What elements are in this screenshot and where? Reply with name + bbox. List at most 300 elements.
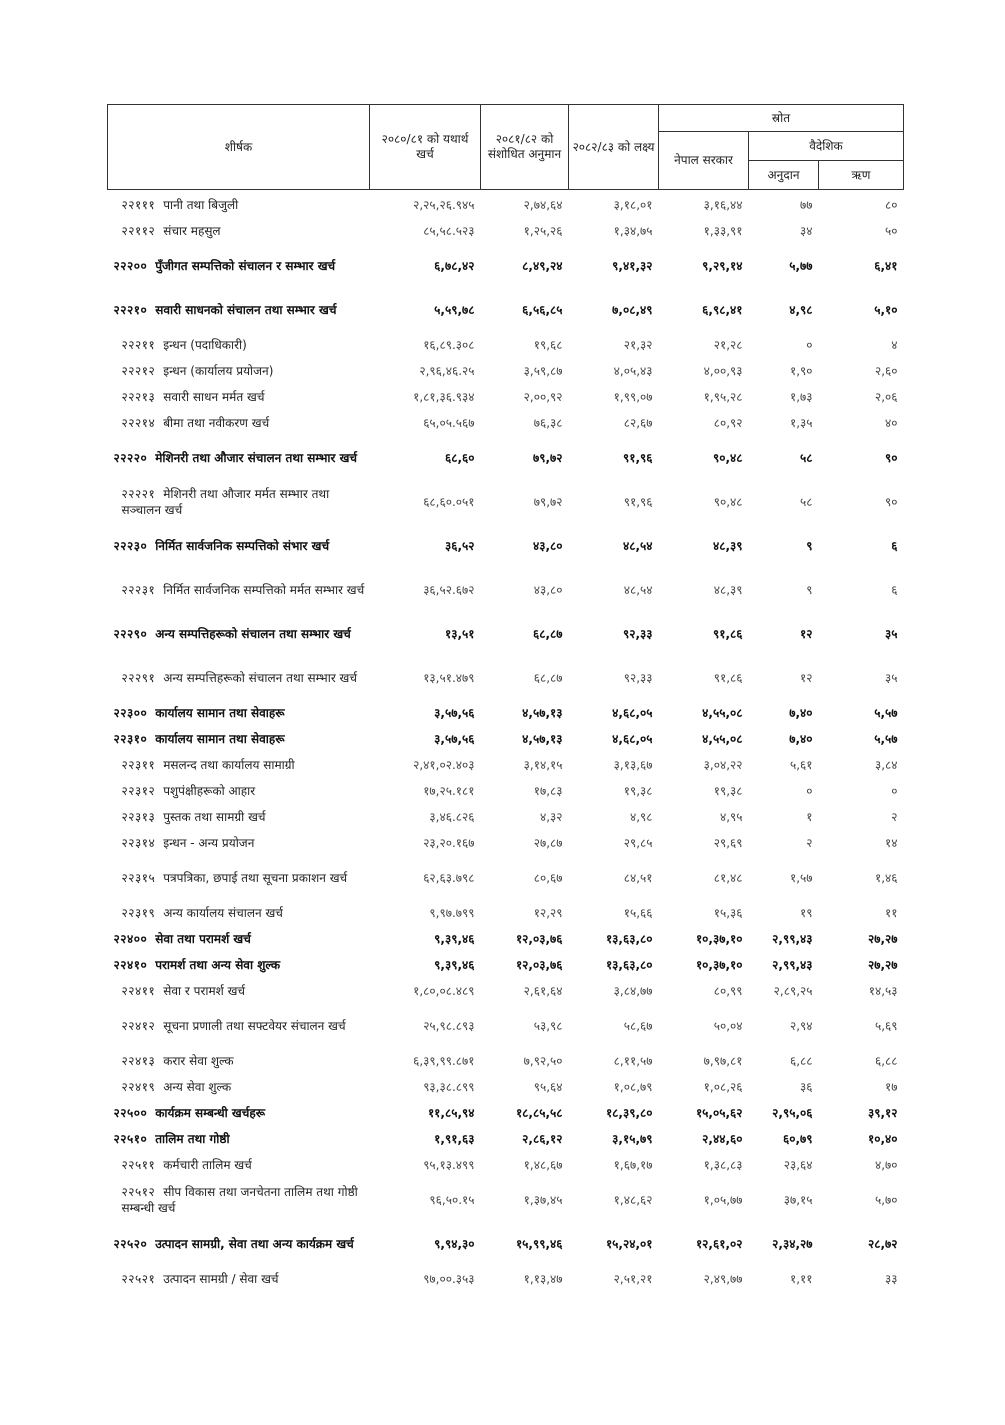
cell-actual: १,८०,०८.४८९ — [413, 984, 475, 998]
row-code: २२३१४ — [121, 836, 156, 850]
row-code: २२३१५ — [121, 871, 156, 885]
cell-govt: ७,९७,८१ — [703, 1054, 743, 1068]
cell-actual: ३,५७,५६ — [434, 732, 475, 746]
row-code: २२५१२ — [121, 1185, 156, 1199]
row-title — [108, 700, 370, 726]
cell-actual: ९३,३८.८९९ — [423, 1080, 475, 1094]
row-title — [108, 480, 370, 524]
row-title — [108, 1178, 370, 1222]
row-title — [108, 190, 370, 219]
cell-grant: ५८ — [800, 451, 813, 465]
cell-grant: ३६ — [800, 1080, 813, 1094]
cell-actual: ६२,६३.७९८ — [423, 871, 475, 885]
cell-revised: १९,६८ — [533, 338, 563, 352]
cell-target: ८४,५१ — [623, 871, 653, 885]
row-title — [108, 752, 370, 778]
table-row — [108, 656, 904, 700]
row-code: २२५२० — [113, 1237, 148, 1251]
row-code: २२४१२ — [121, 1019, 156, 1033]
row-name: उत्पादन सामग्री, सेवा तथा अन्य कार्यक्रम खर्च — [155, 1237, 354, 1251]
cell-target: ७,०८,४९ — [612, 303, 653, 317]
cell-actual: ६,३९,९९.८७१ — [413, 1054, 475, 1068]
table-header — [108, 105, 904, 190]
table-row — [108, 1152, 904, 1178]
cell-loan: ५,१० — [874, 303, 898, 317]
cell-actual: ९७,००.३५३ — [423, 1272, 475, 1286]
cell-actual: ५,५९,७८ — [434, 303, 475, 317]
row-name: परामर्श तथा अन्य सेवा शुल्क — [155, 958, 281, 972]
table-row — [108, 726, 904, 752]
budget-sheet — [107, 104, 903, 1292]
row-code: २२२९१ — [121, 671, 156, 685]
row-name: मेशिनरी तथा औजार मर्मत सम्भार तथा सञ्चालन खर्च — [121, 487, 330, 517]
row-name: इन्धन (पदाधिकारी) — [163, 338, 247, 352]
cell-actual: ३,४६.८२६ — [429, 810, 475, 824]
table-row — [108, 218, 904, 244]
cell-actual: ३,५७,५६ — [434, 706, 475, 720]
cell-grant: २ — [806, 836, 813, 850]
table-row — [108, 332, 904, 358]
cell-target: ३,१३,६७ — [613, 758, 653, 772]
row-name: सेवा तथा परामर्श खर्च — [155, 932, 251, 946]
cell-loan: २७,२७ — [868, 958, 898, 972]
row-code: २२२१२ — [121, 364, 156, 378]
cell-target: १,९९,०७ — [613, 390, 653, 404]
cell-grant: २३,६४ — [783, 1158, 813, 1172]
row-code: २२३११ — [121, 758, 156, 772]
cell-target: ४,९८ — [629, 810, 653, 824]
title-column-header: शीर्षक — [108, 105, 370, 190]
cell-target: ९,४१,३२ — [612, 259, 653, 273]
cell-loan: ३,८४ — [874, 758, 898, 772]
row-name: पुस्तक तथा सामग्री खर्च — [163, 810, 266, 824]
cell-loan: ९० — [885, 451, 898, 465]
cell-revised: ८,४९,२४ — [522, 259, 563, 273]
cell-loan: ५,५७ — [874, 732, 898, 746]
cell-govt: ४,५५,०८ — [702, 732, 743, 746]
actual-column-header: २०८०/८१ को यथार्थ खर्च — [370, 105, 481, 190]
cell-actual: ९,३९,४६ — [434, 958, 475, 972]
cell-revised: ३,५९,८७ — [523, 364, 563, 378]
cell-actual: २३,२०.१६७ — [423, 836, 475, 850]
cell-target: ३,८४,७७ — [613, 984, 653, 998]
row-name: निर्मित सार्वजनिक सम्पत्तिको मर्मत सम्भार खर्च — [163, 583, 365, 597]
cell-actual: २,४१,०२.४०३ — [413, 758, 475, 772]
cell-revised: १७,८३ — [533, 784, 563, 798]
foreign-column-header: वैदेशिक — [749, 132, 904, 161]
cell-revised: २,००,९२ — [523, 390, 563, 404]
cell-grant: १९ — [800, 906, 813, 920]
table-row — [108, 1178, 904, 1222]
row-code: २२५०० — [113, 1106, 148, 1120]
cell-govt: १५,०५,६२ — [695, 1106, 743, 1120]
cell-grant: ६०,७९ — [782, 1132, 813, 1146]
cell-loan: २,०६ — [874, 390, 898, 404]
table-row — [108, 1004, 904, 1048]
cell-loan: ६ — [891, 583, 898, 597]
row-code: २२५११ — [121, 1158, 156, 1172]
row-name: पानी तथा बिजुली — [163, 198, 239, 212]
cell-grant: १,७३ — [789, 390, 813, 404]
cell-govt: २९,६९ — [713, 836, 743, 850]
cell-loan: ६,८८ — [874, 1054, 898, 1068]
cell-target: २९,८५ — [623, 836, 653, 850]
row-title — [108, 830, 370, 856]
cell-revised: ४३,८० — [533, 583, 563, 597]
cell-loan: ३३ — [885, 1272, 898, 1286]
row-name: सवारी साधनको संचालन तथा सम्भार खर्च — [155, 303, 337, 317]
row-code: २२२११ — [121, 338, 156, 352]
cell-target: ३,१५,७९ — [612, 1132, 653, 1146]
row-name: सवारी साधन मर्मत खर्च — [163, 390, 265, 404]
cell-grant: ४,९८ — [789, 303, 813, 317]
row-name: इन्धन (कार्यालय प्रयोजन) — [163, 364, 274, 378]
cell-grant: ५८ — [800, 495, 813, 509]
cell-target: ८,११,५७ — [613, 1054, 653, 1068]
table-row — [108, 804, 904, 830]
table-row — [108, 830, 904, 856]
cell-revised: ३,१४,१५ — [523, 758, 563, 772]
cell-target: ९१,९६ — [622, 451, 653, 465]
cell-govt: ९,२९,१४ — [702, 259, 743, 273]
cell-govt: १,०५,७७ — [703, 1193, 743, 1207]
cell-loan: ५० — [885, 224, 898, 238]
cell-govt: ८१,४८ — [713, 871, 743, 885]
cell-govt: १,३८,८३ — [703, 1158, 743, 1172]
table-row — [108, 700, 904, 726]
row-title — [108, 410, 370, 436]
row-title — [108, 952, 370, 978]
row-title — [108, 1222, 370, 1266]
row-code: २२४०० — [113, 932, 148, 946]
cell-revised: ४,५७,१३ — [522, 732, 563, 746]
table-row — [108, 1048, 904, 1074]
cell-revised: ५३,९८ — [533, 1019, 563, 1033]
cell-govt: १२,६१,०२ — [695, 1237, 743, 1251]
cell-actual: ९,९४,३० — [434, 1237, 475, 1251]
cell-actual: १३,५१ — [444, 627, 475, 641]
table-row — [108, 1266, 904, 1292]
cell-loan: ८० — [885, 198, 898, 212]
cell-target: १९,३८ — [623, 784, 653, 798]
cell-grant: ३७,१५ — [783, 1193, 813, 1207]
table-row — [108, 952, 904, 978]
row-title — [108, 1048, 370, 1074]
cell-actual: २,२५,२६.९४५ — [413, 198, 475, 212]
cell-loan: १०,४० — [868, 1132, 898, 1146]
row-title — [108, 726, 370, 752]
row-code: २२२२० — [113, 451, 148, 465]
cell-revised: ६८,८७ — [532, 627, 563, 641]
cell-target: १,६७,१७ — [613, 1158, 653, 1172]
cell-govt: १,०८,२६ — [703, 1080, 743, 1094]
row-code: २२३१२ — [121, 784, 156, 798]
row-name: मेशिनरी तथा औजार संचालन तथा सम्भार खर्च — [155, 451, 358, 465]
cell-loan: ५,७० — [874, 1193, 898, 1207]
cell-grant: २,३४,२७ — [772, 1237, 813, 1251]
cell-govt: १५,३६ — [713, 906, 743, 920]
cell-govt: ६,९८,४१ — [702, 303, 743, 317]
cell-govt: ३,०४,२२ — [703, 758, 743, 772]
row-code: २२२१४ — [121, 416, 156, 430]
cell-loan: ० — [891, 784, 898, 798]
cell-target: १,४८,६२ — [613, 1193, 653, 1207]
cell-target: १५,६६ — [623, 906, 653, 920]
cell-revised: १,१३,४७ — [523, 1272, 563, 1286]
cell-grant: ३४ — [800, 224, 813, 238]
row-name: सूचना प्रणाली तथा सफ्टवेयर संचालन खर्च — [163, 1019, 346, 1033]
row-title — [108, 1074, 370, 1100]
cell-loan: २८,७२ — [868, 1237, 898, 1251]
row-name: कार्यालय सामान तथा सेवाहरू — [155, 706, 285, 720]
cell-actual: ६८,६०.०५१ — [423, 495, 475, 509]
cell-loan: ३५ — [885, 627, 898, 641]
row-code: २२४११ — [121, 984, 156, 998]
cell-grant: ५,६१ — [789, 758, 813, 772]
row-title — [108, 656, 370, 700]
cell-loan: ६,४१ — [874, 259, 898, 273]
row-name: सेवा र परामर्श खर्च — [163, 984, 246, 998]
cell-loan: ४,७० — [874, 1158, 898, 1172]
row-name: पुँजीगत सम्पत्तिको संचालन र सम्भार खर्च — [155, 259, 336, 273]
cell-govt: ९०,४८ — [713, 495, 743, 509]
cell-actual: १,९१,६३ — [434, 1132, 475, 1146]
cell-revised: ७,९२,५० — [523, 1054, 563, 1068]
cell-actual: ६५,०५.५६७ — [423, 416, 475, 430]
row-code: २२४१९ — [121, 1080, 156, 1094]
cell-revised: ४,५७,१३ — [522, 706, 563, 720]
cell-revised: १,४८,६७ — [523, 1158, 563, 1172]
cell-target: ४,६८,०५ — [612, 706, 653, 720]
cell-revised: ६,५६,८५ — [522, 303, 563, 317]
row-code: २२११२ — [121, 224, 156, 238]
cell-revised: १२,०३,७६ — [515, 932, 563, 946]
revised-column-header: २०८१/८२ को संशोधित अनुमान — [481, 105, 569, 190]
row-title — [108, 384, 370, 410]
table-row — [108, 1222, 904, 1266]
cell-govt: १,९५,२८ — [703, 390, 743, 404]
cell-govt: १०,३७,१० — [695, 958, 743, 972]
table-row — [108, 410, 904, 436]
cell-revised: २७,८७ — [533, 836, 563, 850]
cell-target: १८,३९,८० — [605, 1106, 653, 1120]
cell-revised: १५,९९,४६ — [515, 1237, 563, 1251]
cell-loan: २,६० — [874, 364, 898, 378]
cell-grant: ० — [806, 784, 813, 798]
cell-target: ८२,६७ — [623, 416, 653, 430]
row-name: अन्य सम्पत्तिहरूको संचालन तथा सम्भार खर्च — [163, 671, 357, 685]
row-code: २२३१० — [113, 732, 148, 746]
cell-grant: ७७ — [800, 198, 813, 212]
row-title — [108, 1100, 370, 1126]
table-row — [108, 436, 904, 480]
cell-govt: ३,१६,४४ — [703, 198, 743, 212]
cell-loan: ३९,१२ — [868, 1106, 898, 1120]
row-name: कार्यालय सामान तथा सेवाहरू — [155, 732, 285, 746]
cell-target: ४८,५४ — [623, 583, 653, 597]
cell-loan: १७ — [885, 1080, 898, 1094]
row-name: तालिम तथा गोष्ठी — [155, 1132, 230, 1146]
cell-revised: २,८६,१२ — [522, 1132, 563, 1146]
table-row — [108, 900, 904, 926]
cell-revised: १,२५,२६ — [523, 224, 563, 238]
row-name: बीमा तथा नवीकरण खर्च — [163, 416, 270, 430]
cell-actual: १६,८९.३०८ — [423, 338, 475, 352]
cell-grant: ७,४० — [789, 732, 813, 746]
cell-loan: ४ — [891, 338, 898, 352]
row-code: २२३१३ — [121, 810, 156, 824]
cell-target: ४,०५,४३ — [613, 364, 653, 378]
cell-actual: ८५,५८.५२३ — [423, 224, 475, 238]
cell-govt: ८०,९९ — [713, 984, 743, 998]
cell-target: २१,३२ — [623, 338, 653, 352]
loan-column-header: ऋण — [819, 161, 904, 190]
row-name: संचार महसुल — [163, 224, 221, 238]
table-row — [108, 568, 904, 612]
cell-govt: २,४४,६० — [702, 1132, 743, 1146]
cell-target: १३,६३,८० — [605, 932, 653, 946]
cell-loan: २७,२७ — [868, 932, 898, 946]
cell-grant: १२ — [800, 671, 813, 685]
row-name: कर्मचारी तालिम खर्च — [163, 1158, 252, 1172]
cell-actual: ९५,१३.४९९ — [423, 1158, 475, 1172]
table-row — [108, 190, 904, 219]
cell-actual: २,९६,४६.२५ — [419, 364, 475, 378]
cell-revised: १८,८५,५८ — [515, 1106, 563, 1120]
row-title — [108, 1126, 370, 1152]
row-title — [108, 524, 370, 568]
row-title — [108, 1004, 370, 1048]
cell-actual: ३६,५२ — [444, 539, 475, 553]
row-name: अन्य कार्यालय संचालन खर्च — [163, 906, 283, 920]
cell-govt: ४,९५ — [719, 810, 743, 824]
cell-govt: ४८,३९ — [713, 583, 743, 597]
row-code: २२२३० — [113, 539, 148, 553]
govt-column-header: नेपाल सरकार — [659, 132, 749, 190]
row-title — [108, 900, 370, 926]
cell-loan: १,४६ — [874, 871, 898, 885]
cell-govt: २१,२८ — [713, 338, 743, 352]
cell-revised: १,३७,४५ — [523, 1193, 563, 1207]
cell-govt: ५०,०४ — [713, 1019, 743, 1033]
table-row — [108, 978, 904, 1004]
cell-revised: ४३,८० — [532, 539, 563, 553]
cell-actual: ९,३९,४६ — [434, 932, 475, 946]
row-title — [108, 244, 370, 288]
row-name: पशुपंक्षीहरूको आहार — [163, 784, 256, 798]
cell-actual: ६८,६० — [444, 451, 475, 465]
target-column-header: २०८२/८३ को लक्ष्य — [569, 105, 659, 190]
table-row — [108, 524, 904, 568]
cell-grant: ० — [806, 338, 813, 352]
cell-govt: १९,३८ — [713, 784, 743, 798]
row-code: २२२२१ — [121, 487, 156, 501]
cell-target: ९२,३३ — [623, 671, 653, 685]
table-row — [108, 856, 904, 900]
cell-loan: ११ — [885, 906, 898, 920]
cell-grant: २,८९,२५ — [773, 984, 813, 998]
cell-loan: ३५ — [885, 671, 898, 685]
row-code: २२२०० — [113, 259, 148, 273]
cell-grant: ६,८८ — [789, 1054, 813, 1068]
cell-grant: १ — [806, 810, 813, 824]
table-row — [108, 288, 904, 332]
cell-target: १५,२४,०१ — [605, 1237, 653, 1251]
cell-revised: १२,०३,७६ — [515, 958, 563, 972]
row-title — [108, 978, 370, 1004]
cell-actual: ९,९७.७९९ — [429, 906, 475, 920]
table-row — [108, 1126, 904, 1152]
cell-target: २,५१,२१ — [613, 1272, 653, 1286]
row-code: २२२९० — [113, 627, 148, 641]
row-name: सीप विकास तथा जनचेतना तालिम तथा गोष्ठी सम्बन्धी खर्च — [121, 1185, 358, 1215]
cell-actual: १७,२५.१८१ — [423, 784, 475, 798]
cell-revised: ४,३२ — [539, 810, 563, 824]
cell-grant: ५,७७ — [789, 259, 813, 273]
row-title — [108, 218, 370, 244]
table-row — [108, 384, 904, 410]
grant-column-header: अनुदान — [749, 161, 819, 190]
cell-actual: ६,७८,४२ — [434, 259, 475, 273]
row-name: पत्रपत्रिका, छपाई तथा सूचना प्रकाशन खर्च — [163, 871, 348, 885]
cell-grant: २,९९,४३ — [772, 958, 813, 972]
cell-govt: ९१,८६ — [713, 671, 743, 685]
cell-govt: ८०,९२ — [713, 416, 743, 430]
row-code: २२५१० — [113, 1132, 148, 1146]
row-code: २२२१३ — [121, 390, 156, 404]
row-name: मसलन्द तथा कार्यालय सामाग्री — [163, 758, 295, 772]
cell-revised: ९५,६४ — [533, 1080, 563, 1094]
cell-target: ९२,३३ — [622, 627, 653, 641]
cell-grant: १२ — [800, 627, 813, 641]
cell-revised: २,७४,६४ — [523, 198, 563, 212]
cell-actual: ९६,५०.१५ — [429, 1193, 475, 1207]
cell-govt: ४,५५,०८ — [702, 706, 743, 720]
cell-govt: ९१,८६ — [712, 627, 743, 641]
table-row — [108, 752, 904, 778]
cell-govt: ४,००,९३ — [703, 364, 743, 378]
table-row — [108, 1074, 904, 1100]
cell-grant: ९ — [806, 583, 813, 597]
cell-grant: ७,४० — [789, 706, 813, 720]
table-row — [108, 244, 904, 288]
table-row — [108, 1100, 904, 1126]
table-row — [108, 358, 904, 384]
cell-actual: ११,८५,९४ — [427, 1106, 475, 1120]
row-title — [108, 856, 370, 900]
cell-grant: १,९० — [789, 364, 813, 378]
budget-table — [107, 104, 904, 1292]
row-name: कार्यक्रम सम्बन्धी खर्चहरू — [155, 1106, 266, 1120]
row-code: २२४१३ — [121, 1054, 156, 1068]
cell-target: १३,६३,८० — [605, 958, 653, 972]
row-name: उत्पादन सामग्री / सेवा खर्च — [163, 1272, 279, 1286]
cell-grant: ९ — [806, 539, 813, 553]
row-code: २२३१९ — [121, 906, 156, 920]
row-title — [108, 358, 370, 384]
cell-revised: ८०,६७ — [533, 871, 563, 885]
cell-revised: ६८,८७ — [533, 671, 563, 685]
cell-actual: १,८१,३६.९३४ — [413, 390, 475, 404]
cell-govt: ९०,४८ — [712, 451, 743, 465]
table-row — [108, 778, 904, 804]
row-title — [108, 926, 370, 952]
cell-target: १,३४,७५ — [613, 224, 653, 238]
cell-revised: १२,२९ — [533, 906, 563, 920]
row-code: २२२३१ — [121, 583, 156, 597]
row-title — [108, 612, 370, 656]
table-row — [108, 926, 904, 952]
